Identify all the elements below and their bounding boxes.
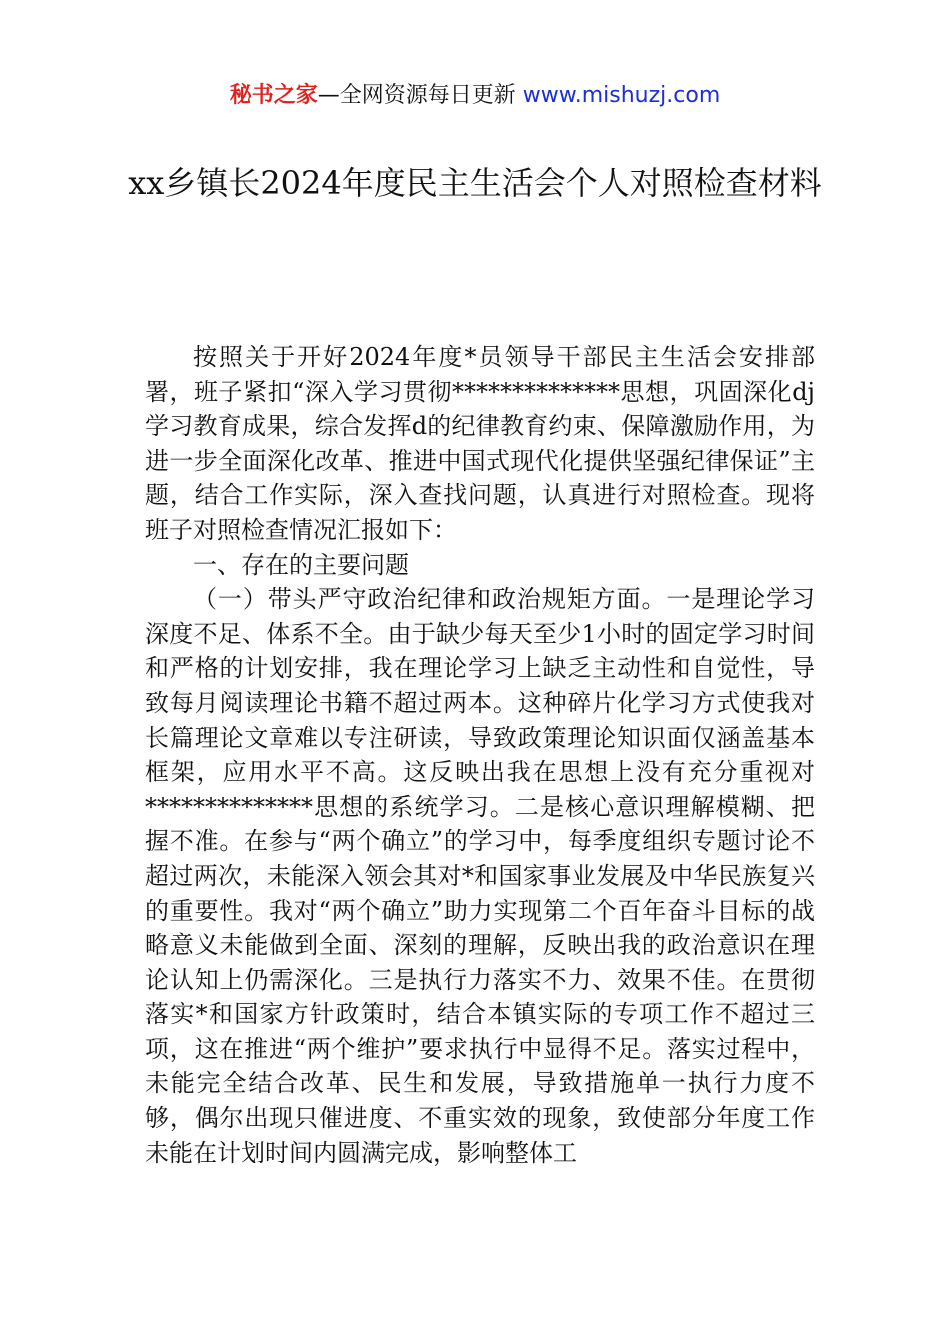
section-heading: 一、存在的主要问题 <box>193 550 409 579</box>
body-paragraph: （一）带头严守政治纪律和政治规矩方面。一是理论学习深度不足、体系不全。由于缺少每天至少1小时的固定学习时间和严格的计划安排，我在理论学习上缺乏主动性和自觉性，导致每月阅读理论书籍不超过两本。这种碎片化学习方式使我对长篇理论文章难以专注研读，导致政策理论知识面仅涵盖基本框架，应用水平不高。这反映出我在思想上没有充分重视对**************思想的系统学习。二是核心意识理解模糊、把握不准。在参与“两个确立”的学习中，每季度组织专题讨论不超过两次，未能深入领会其对*和国家事业发展及中华民族复兴的重要性。我对“两个确立”助力实现第二个百年奋斗目标的战略意义未能做到全面、深刻的理解，反映出我的政治意识在理论认知上仍需深化。三是执行力落实不力、效果不佳。在贯彻落实*和国家方针政策时，结合本镇实际的专项工作不超过三项，这在推进“两个维护”要求执行中显得不足。落实过程中，未能完全结合改革、民生和发展，导致措施单一执行力度不够，偶尔出现只催进度、不重实效的现象，致使部分年度工作未能在计划时间内圆满完成，影响整体工 <box>145 585 815 1167</box>
document-body <box>145 340 815 1170</box>
site-header <box>0 80 950 112</box>
site-name: 秘书之家 <box>229 83 318 108</box>
site-url-link[interactable]: www.mishuzj.com <box>522 83 721 108</box>
document-title: xx乡镇长2024年度民主生活会个人对照检查材料 <box>128 164 822 202</box>
site-tagline: —全网资源每日更新 <box>317 83 523 108</box>
intro-paragraph: 按照关于开好2024年度*员领导干部民主生活会安排部署，班子紧扣“深入学习贯彻**************思想，巩固深化dj学习教育成果，综合发挥d的纪律教育约束、保障激励作用，为进一步全面深化改革、推进中国式现代化提供坚强纪律保证”主题，结合工作实际，深入查找问题，认真进行对照检查。现将班子对照检查情况汇报如下： <box>145 343 815 544</box>
